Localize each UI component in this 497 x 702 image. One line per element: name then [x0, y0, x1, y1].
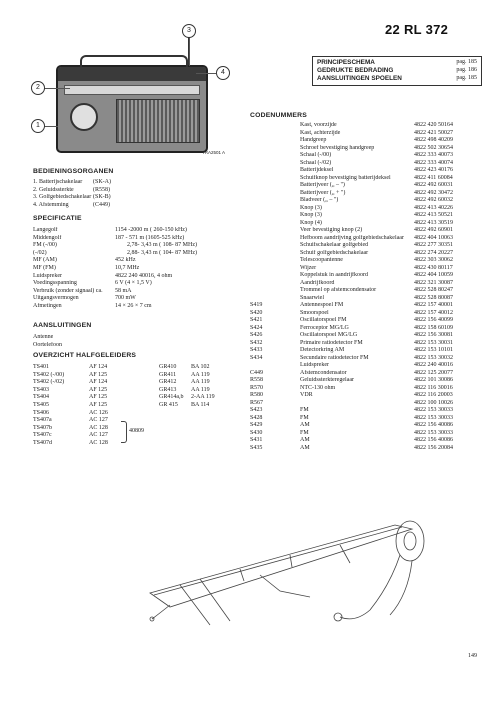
leader-line [196, 73, 216, 74]
code-cell-ref: S431 [250, 437, 263, 443]
code-cell-num: 4822 502 30654 [414, 144, 453, 151]
table-row [250, 370, 486, 378]
code-cell-desc: Batterijveer („ – ") [300, 182, 345, 188]
code-cell-desc: Schuifschakelaar golfgebied [300, 242, 369, 248]
table-row [250, 272, 486, 280]
table-row: TS407a AC 127 [33, 417, 108, 424]
code-cell-ref: S430 [250, 429, 263, 436]
callout-4: 4 [216, 66, 230, 80]
code-cell-desc: Schaal (-/00) [300, 152, 332, 158]
code-cell-desc: AM [300, 422, 310, 428]
spec-row: Voedingsspanning 6 V (4 × 1,5 V) [33, 280, 152, 287]
specs-heading: SPECIFICATIE [33, 215, 82, 222]
controls-heading: BEDIENINGSORGANEN [33, 168, 114, 175]
list-item: Oortelefoon [33, 341, 62, 348]
code-cell-num: 4822 413 40226 [414, 204, 453, 211]
table-row [250, 220, 486, 228]
code-cell-ref: S435 [250, 444, 263, 451]
callout-3: 3 [182, 24, 196, 38]
code-cell-desc: Handgreep [300, 137, 327, 143]
callout-2: 2 [31, 81, 45, 95]
table-row [250, 197, 486, 205]
table-row [250, 377, 486, 385]
code-cell-num: 4822 413 50521 [414, 212, 453, 218]
code-cell-num: 4822 277 30351 [414, 242, 453, 248]
code-cell-num: 4822 303 30062 [414, 257, 453, 263]
code-cell-ref [250, 145, 300, 153]
code-cell-ref [250, 152, 300, 160]
code-cell-num: 4822 116 20003 [414, 392, 453, 398]
code-cell-ref: R580 [250, 392, 264, 398]
code-cell-num: 4822 498 40209 [414, 137, 453, 143]
code-cell-desc: Bladveer („ – ") [300, 197, 339, 203]
table-row [250, 310, 486, 318]
code-cell-desc: Ferroceptor MG/LG [300, 324, 349, 331]
table-row [250, 347, 486, 355]
code-cell-desc: FM [300, 414, 309, 421]
code-cell-ref [250, 160, 300, 168]
table-row [250, 182, 486, 190]
code-cell-ref [250, 362, 300, 370]
code-cell-num: 4822 153 30032 [414, 354, 453, 361]
code-cell-ref [250, 235, 300, 243]
table-row [250, 385, 486, 393]
table-row [250, 430, 486, 438]
table-row [250, 280, 486, 288]
code-cell-ref: R567 [250, 399, 264, 406]
code-cell-num: 4822 333 40073 [414, 152, 453, 158]
reference-label: GEDRUKTE BEDRADING [317, 67, 394, 74]
table-row [250, 167, 486, 175]
list-item: 1. Batterijschakelaar (SK-A) [33, 179, 111, 185]
code-cell-ref [250, 220, 300, 228]
spec-row: Middengolf 187 - 571 m (1605-525 kHz) [33, 234, 185, 241]
code-cell-ref [250, 242, 300, 250]
table-row [250, 340, 486, 348]
code-cell-desc: Schroef bevestiging handgreep [300, 144, 375, 151]
code-cell-desc: Koppelstuk in aandrijfkoord [300, 272, 368, 278]
code-cell-desc: Afstemcondensator [300, 369, 347, 376]
code-cell-ref [250, 122, 300, 130]
code-cell-num: 4822 153 30033 [414, 414, 453, 421]
code-cell-ref [250, 137, 300, 145]
code-cell-ref: S419 [250, 302, 263, 308]
code-cell-num: 4822 528 80087 [414, 294, 453, 301]
table-row [250, 325, 486, 333]
code-cell-ref [250, 250, 300, 258]
speaker-grill-drawing [116, 99, 200, 143]
table-row [250, 160, 486, 168]
reference-page: pag. 185 [456, 75, 477, 81]
reference-row [317, 67, 477, 75]
code-cell-desc: FM [300, 429, 309, 436]
code-cell-desc: Kast, achterzijde [300, 129, 341, 136]
code-cell-ref: S420 [250, 309, 263, 316]
code-cell-num: 4822 156 20084 [414, 444, 453, 451]
code-cell-ref [250, 257, 300, 265]
reference-label: PRINCIPESCHEMA [317, 59, 375, 66]
table-row: TS406 AC 126 [33, 409, 108, 416]
radio-top-panel [58, 67, 206, 81]
table-row: TS407c AC 127 [33, 432, 108, 439]
connections-heading: AANSLUITINGEN [33, 322, 92, 329]
group-brace [121, 421, 127, 443]
table-row [250, 242, 486, 250]
code-cell-desc: Hefboom aandrijving golfgebiedschakelaar [300, 234, 404, 241]
table-row [250, 302, 486, 310]
table-row [250, 415, 486, 423]
spec-row: Langegolf 1154 -2000 m ( 260-150 kHz) [33, 227, 187, 233]
code-cell-num: 4822 156 40099 [414, 317, 453, 323]
code-cell-desc: Oscillatorspoel MG/LG [300, 332, 358, 338]
reference-row [317, 59, 477, 67]
table-row [250, 392, 486, 400]
code-cell-desc: Knop (3) [300, 212, 322, 218]
leader-line [189, 36, 190, 66]
code-cell-ref [250, 287, 300, 295]
code-cell-ref [250, 130, 300, 138]
code-cell-ref: S432 [250, 339, 263, 346]
spec-row: Uitgangsvermogen 700 mW [33, 295, 136, 302]
table-row: TS401 AF 124 GR410 BA 102 [33, 364, 210, 370]
code-cell-num: 4822 153 10101 [414, 347, 453, 353]
table-row [250, 400, 486, 408]
specs-list [33, 227, 197, 311]
code-cell-num: 4822 125 20077 [414, 369, 453, 376]
handle-drawing [80, 55, 188, 67]
code-cell-desc: AM [300, 437, 310, 443]
code-cell-desc: Batterijdeksel [300, 167, 334, 173]
table-row [250, 287, 486, 295]
table-row [250, 422, 486, 430]
reference-box [312, 56, 482, 86]
code-cell-ref [250, 272, 300, 280]
code-cell-desc: FM [300, 407, 309, 413]
table-row [250, 130, 486, 138]
code-cell-ref: R570 [250, 384, 264, 391]
code-cell-desc: Trommel op afstemcondensator [300, 287, 377, 293]
code-cell-num: 4822 157 40012 [414, 309, 453, 316]
code-cell-num: 4822 116 30016 [414, 384, 453, 391]
code-cell-ref [250, 190, 300, 198]
code-cell-desc: Wijzer [300, 264, 317, 271]
table-row [250, 145, 486, 153]
code-cell-desc: Luidspreker [300, 362, 329, 368]
code-cell-desc: Aandrijfkoord [300, 279, 335, 286]
code-cell-ref [250, 205, 300, 213]
code-cell-num: 4822 333 40074 [414, 159, 453, 166]
code-cell-num: 4822 413 30519 [414, 219, 453, 226]
spec-row: Afmetingen 14 × 26 × 7 cm [33, 302, 152, 309]
tuning-scale-drawing [64, 85, 200, 95]
group-code: 40809 [129, 428, 144, 434]
page-number: 149 [468, 653, 477, 659]
code-cell-ref: S433 [250, 347, 263, 353]
code-cell-ref [250, 182, 300, 190]
code-cell-num: 4822 156 40086 [414, 437, 453, 443]
table-row [250, 332, 486, 340]
code-cell-ref [250, 227, 300, 235]
code-cell-desc: Knop (4) [300, 219, 322, 226]
code-cell-num: 4822 420 50164 [414, 122, 453, 128]
code-cell-ref [250, 265, 300, 273]
reference-page: pag. 186 [456, 67, 477, 73]
table-row [250, 437, 486, 445]
code-cell-num: 4822 423 40176 [414, 167, 453, 173]
code-cell-ref [250, 175, 300, 183]
code-cell-desc: Schuifknop bevestiging batterijdeksel [300, 174, 391, 181]
table-row [250, 355, 486, 363]
reference-page: pag. 185 [456, 59, 477, 65]
code-cell-num: 4822 158 60109 [414, 324, 453, 331]
code-cell-desc: VDR [300, 392, 313, 398]
code-cell-desc: Secundaire ratiodetector FM [300, 354, 369, 361]
dial-cord-mechanism-drawing [140, 515, 440, 640]
code-cell-desc: Veer bevestiging knop (2) [300, 227, 363, 233]
spec-row: MF (FM) 10,7 MHz [33, 264, 140, 271]
code-cell-desc: Telescoopantenne [300, 257, 343, 263]
list-item: 4. Afstemming (C449) [33, 201, 110, 208]
table-row: TS403 AF 125 GR413 AA 119 [33, 386, 210, 393]
code-cell-num: 4822 528 80247 [414, 287, 453, 293]
table-row [250, 190, 486, 198]
code-cell-num: 4822 421 50027 [414, 129, 453, 136]
table-row [250, 175, 486, 183]
code-cell-num: 4822 153 30033 [414, 429, 453, 436]
code-cell-ref: S424 [250, 324, 263, 331]
code-cell-desc: Schuif golfgebiedschakelaar [300, 249, 369, 256]
code-cell-num: 4822 156 40086 [414, 422, 453, 428]
table-row [250, 362, 486, 370]
code-cell-num: 4822 101 30086 [414, 377, 453, 383]
code-cell-num: 4822 411 60084 [414, 174, 453, 181]
volume-knob-drawing [70, 103, 98, 131]
code-cell-ref: R558 [250, 377, 264, 383]
code-cell-desc: Schaal (-/02) [300, 159, 332, 166]
code-cell-desc: Geluidssterkteregelaar [300, 377, 354, 383]
code-cell-desc: Snaarwiel [300, 294, 324, 301]
table-row [250, 235, 486, 243]
code-cell-desc: Detectorkring AM [300, 347, 345, 353]
code-cell-num: 4822 274 20227 [414, 249, 453, 256]
code-cell-desc: Smoorspoel [300, 309, 329, 316]
code-cell-num: 4822 240 40016 [414, 362, 453, 368]
code-cell-desc: Primaire ratiodetector FM [300, 339, 363, 346]
connections-list [33, 334, 62, 349]
leader-line [44, 88, 70, 89]
code-cell-ref [250, 280, 300, 288]
controls-list [33, 179, 111, 209]
code-cell-ref: S421 [250, 317, 263, 323]
table-row: TS405 AF 125 GR 415 BA 114 [33, 401, 210, 408]
code-cell-ref: S426 [250, 332, 263, 338]
reference-row [317, 75, 477, 83]
spec-row: (-/02) 2,88- 3,43 m ( 104- 87 MHz) [33, 249, 197, 256]
code-cell-num: 4822 404 10059 [414, 272, 453, 278]
leader-line [44, 126, 58, 127]
figure-reference: TRA2501 A [202, 150, 226, 155]
code-cell-desc: Antennespoel FM [300, 302, 344, 308]
code-cell-num: 4822 157 40001 [414, 302, 453, 308]
code-cell-num: 4822 153 30033 [414, 407, 453, 413]
table-row [250, 227, 486, 235]
code-cell-desc: Oscillatorspoel FM [300, 317, 347, 323]
table-row [250, 295, 486, 303]
callout-1: 1 [31, 119, 45, 133]
radio-illustration [56, 65, 208, 153]
table-row [250, 445, 486, 453]
code-cell-num: 4822 100 10026 [414, 399, 453, 406]
spec-row: MF (AM) 452 kHz [33, 257, 136, 264]
codes-table [250, 122, 486, 452]
code-cell-num: 4822 492 30472 [414, 189, 453, 196]
table-row [250, 265, 486, 273]
transistors-heading: OVERZICHT HALFGELEIDERS [33, 352, 137, 359]
code-cell-ref [250, 212, 300, 220]
code-cell-num: 4822 321 30087 [414, 279, 453, 286]
table-row [250, 212, 486, 220]
code-cell-desc: AM [300, 444, 310, 451]
table-row [250, 137, 486, 145]
table-row: TS407b AC 128 [33, 424, 108, 431]
codes-heading: CODENUMMERS [250, 112, 307, 119]
code-cell-num: 4822 492 60032 [414, 197, 453, 203]
code-cell-ref: S434 [250, 354, 263, 361]
code-cell-ref: S429 [250, 422, 263, 428]
code-cell-num: 4822 430 80117 [414, 264, 453, 271]
table-row: TS402 (-/00) AF 125 GR411 AA 119 [33, 371, 210, 378]
list-item: 2. Geluidssterkte (R558) [33, 186, 110, 193]
code-cell-desc [300, 400, 414, 408]
table-row [250, 257, 486, 265]
code-cell-num: 4822 156 30081 [414, 332, 453, 338]
spec-row: FM (-/00) 2,78- 3,43 m ( 108- 87 MHz) [33, 242, 197, 249]
code-cell-desc: NTC-130 ohm [300, 384, 336, 391]
code-cell-ref: S423 [250, 407, 263, 413]
code-cell-ref: S428 [250, 414, 263, 421]
table-row [250, 205, 486, 213]
code-cell-num: 4822 404 10063 [414, 234, 453, 241]
code-cell-desc: Kast, voorzijde [300, 122, 337, 128]
table-row: TS404 AF 125 GR414a,b 2-AA 119 [33, 394, 215, 401]
table-row [250, 407, 486, 415]
table-row: TS402 (-/02) AF 124 GR412 AA 119 [33, 379, 210, 386]
spec-row: Verbruik (zonder signaal) ca. 58 mA [33, 287, 132, 294]
reference-label: AANSLUITINGEN SPOELEN [317, 75, 402, 82]
spec-row: Luidspreker 4822 240 40016, 4 ohm [33, 272, 173, 279]
table-row [250, 317, 486, 325]
code-cell-ref [250, 167, 300, 175]
table-row: TS407d AC 128 [33, 439, 108, 446]
code-cell-ref: C449 [250, 369, 264, 376]
list-item: 3. Golfgebiedschakelaar (SK-B) [33, 194, 111, 201]
model-number: 22 RL 372 [385, 22, 449, 37]
table-row [250, 250, 486, 258]
code-cell-ref [250, 197, 300, 205]
table-row [250, 122, 486, 130]
code-cell-num: 4822 492 60901 [414, 227, 453, 233]
code-cell-num: 4822 153 30031 [414, 339, 453, 346]
code-cell-ref [250, 295, 300, 303]
table-row [250, 152, 486, 160]
code-cell-desc: Batterijveer („ + ") [300, 189, 346, 196]
list-item: Antenne [33, 334, 54, 340]
code-cell-desc: Knop (3) [300, 204, 322, 211]
code-cell-num: 4822 492 60031 [414, 182, 453, 188]
